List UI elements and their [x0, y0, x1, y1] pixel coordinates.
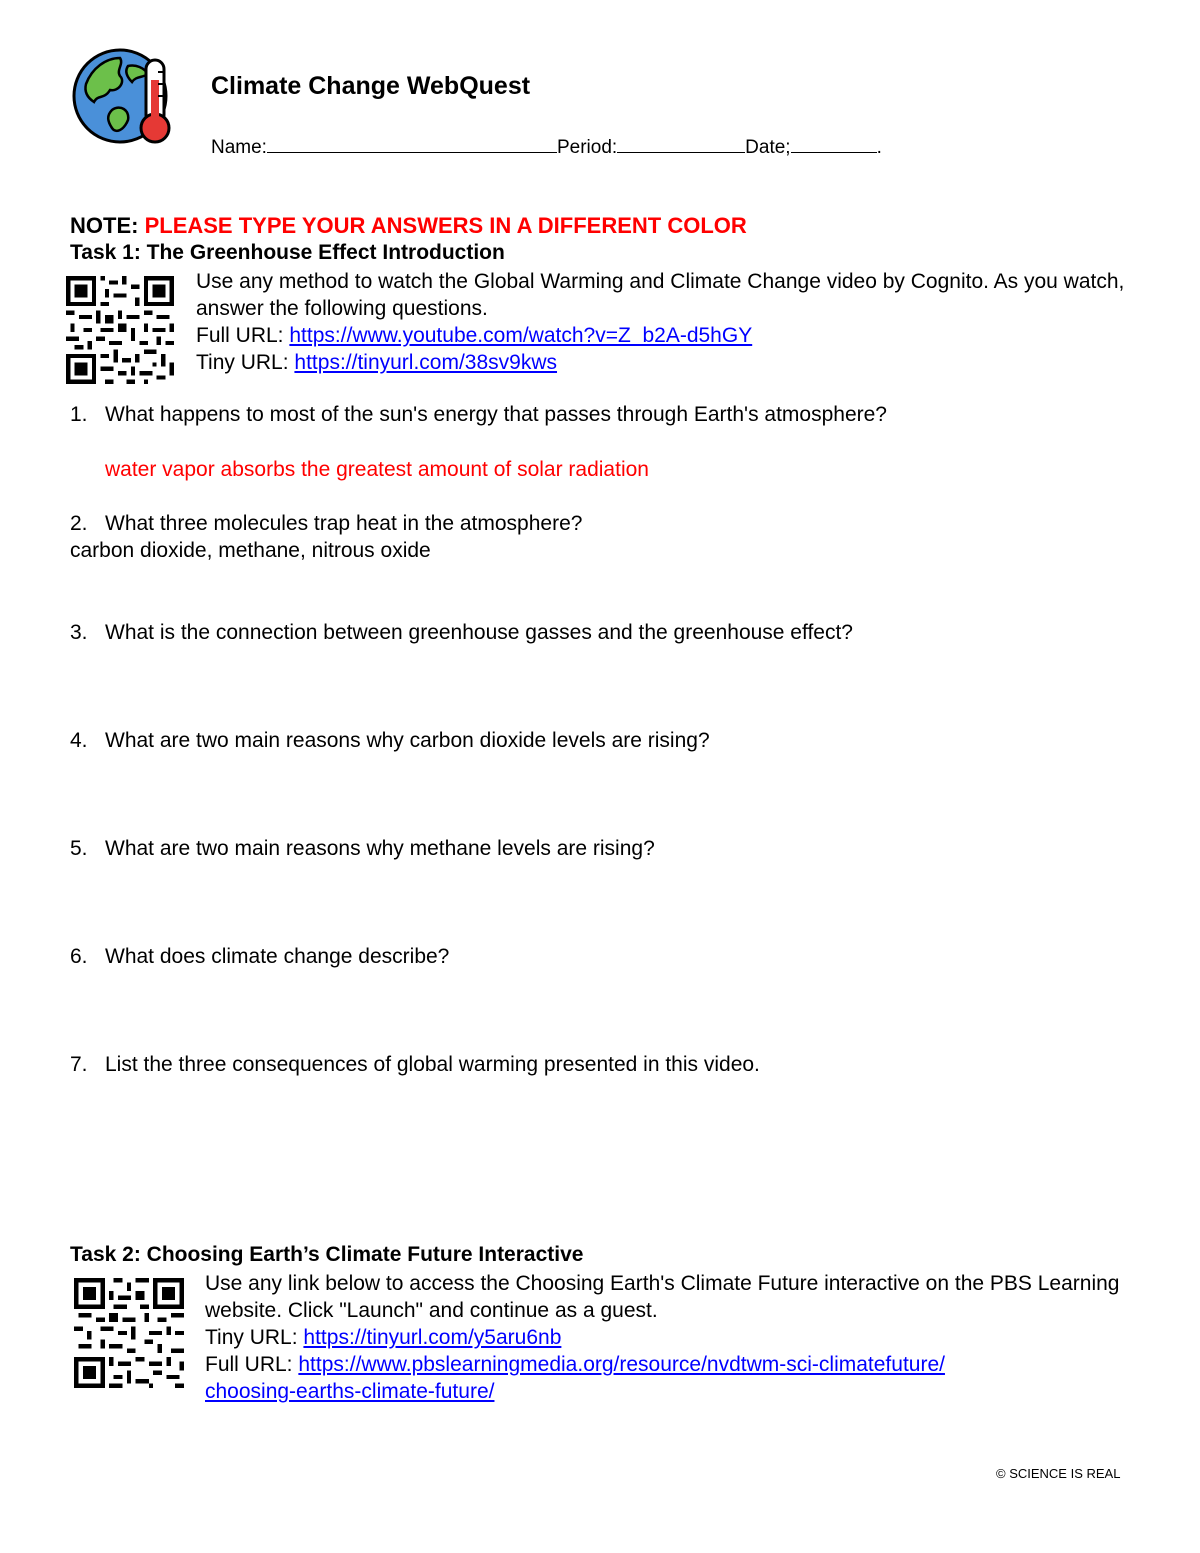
- period-field[interactable]: [617, 135, 745, 153]
- qr-code-icon: [66, 276, 174, 384]
- question-5: 5. What are two main reasons why methane levels are rising?: [70, 837, 655, 860]
- note-prefix: NOTE:: [70, 213, 139, 238]
- pbs-link-continued[interactable]: choosing-earths-climate-future/: [205, 1380, 495, 1403]
- task1-heading: Task 1: The Greenhouse Effect Introduction: [70, 241, 505, 264]
- question-3: 3. What is the connection between greenhouse gasses and the greenhouse effect?: [70, 621, 853, 644]
- tinyurl-link[interactable]: https://tinyurl.com/38sv9kws: [294, 351, 558, 374]
- question-1: 1. What happens to most of the sun's energy that passes through Earth's atmosphere?: [70, 403, 887, 426]
- question-text: What three molecules trap heat in the atmosphere?: [105, 512, 583, 535]
- task1-tiny-url-line: [196, 349, 1136, 376]
- question-text: What happens to most of the sun's energy that passes through Earth's atmosphere?: [105, 403, 887, 426]
- period-label: Period:: [556, 137, 618, 158]
- full-url-label: Full URL:: [196, 324, 284, 347]
- question-text: What are two main reasons why carbon dioxide levels are rising?: [105, 729, 710, 752]
- task2-heading: Task 2: Choosing Earth’s Climate Future Interactive: [70, 1243, 584, 1266]
- youtube-link[interactable]: https://www.youtube.com/watch?v=Z_b2A-d5hGY: [289, 324, 753, 347]
- tinyurl-link[interactable]: https://tinyurl.com/y5aru6nb: [303, 1326, 562, 1349]
- copyright-footer: © SCIENCE IS REAL: [996, 1466, 1121, 1481]
- full-url-label: Full URL:: [205, 1353, 293, 1376]
- name-field[interactable]: [267, 135, 557, 153]
- answer-2[interactable]: carbon dioxide, methane, nitrous oxide: [70, 539, 431, 562]
- question-7: 7. List the three consequences of global warming presented in this video.: [70, 1053, 760, 1076]
- task2-intro: Use any link below to access the Choosing Earth's Climate Future interactive on the PBS Learning website. Click "Launch" and continue as a guest.: [205, 1272, 1120, 1322]
- answer-1[interactable]: water vapor absorbs the greatest amount of solar radiation: [105, 458, 649, 481]
- question-text: What are two main reasons why methane levels are rising?: [105, 837, 655, 860]
- tiny-url-label: Tiny URL:: [205, 1326, 298, 1349]
- date-label: Date;: [745, 137, 791, 158]
- question-6: 6. What does climate change describe?: [70, 945, 450, 968]
- name-label: Name:: [211, 137, 267, 158]
- task1-intro: Use any method to watch the Global Warming and Climate Change video by Cognito. As you watch, answer the following questions.: [196, 270, 1125, 320]
- globe-thermometer-icon: [72, 44, 176, 148]
- page-title: Climate Change WebQuest: [211, 72, 531, 100]
- question-text: What does climate change describe?: [105, 945, 450, 968]
- question-text: What is the connection between greenhouse gasses and the greenhouse effect?: [105, 621, 853, 644]
- date-end: .: [876, 137, 882, 158]
- task1-full-url-line: [196, 322, 1136, 349]
- question-2: 2. What three molecules trap heat in the atmosphere?: [70, 512, 583, 535]
- tiny-url-label: Tiny URL:: [196, 351, 289, 374]
- task2-instructions: [205, 1270, 1125, 1405]
- note-text: PLEASE TYPE YOUR ANSWERS IN A DIFFERENT COLOR: [144, 213, 747, 238]
- question-4: 4. What are two main reasons why carbon dioxide levels are rising?: [70, 729, 710, 752]
- answer-color-note: [70, 213, 747, 239]
- date-field[interactable]: [791, 135, 877, 153]
- question-text: List the three consequences of global warming presented in this video.: [105, 1053, 760, 1076]
- task1-instructions: [196, 268, 1136, 376]
- pbs-link[interactable]: https://www.pbslearningmedia.org/resource/nvdtwm-sci-climatefuture/: [298, 1353, 945, 1376]
- qr-code-icon: [74, 1278, 184, 1388]
- task2-tiny-url-line: [205, 1324, 1125, 1351]
- task2-full-url-line: [205, 1351, 1125, 1405]
- student-info-fields: [211, 135, 882, 159]
